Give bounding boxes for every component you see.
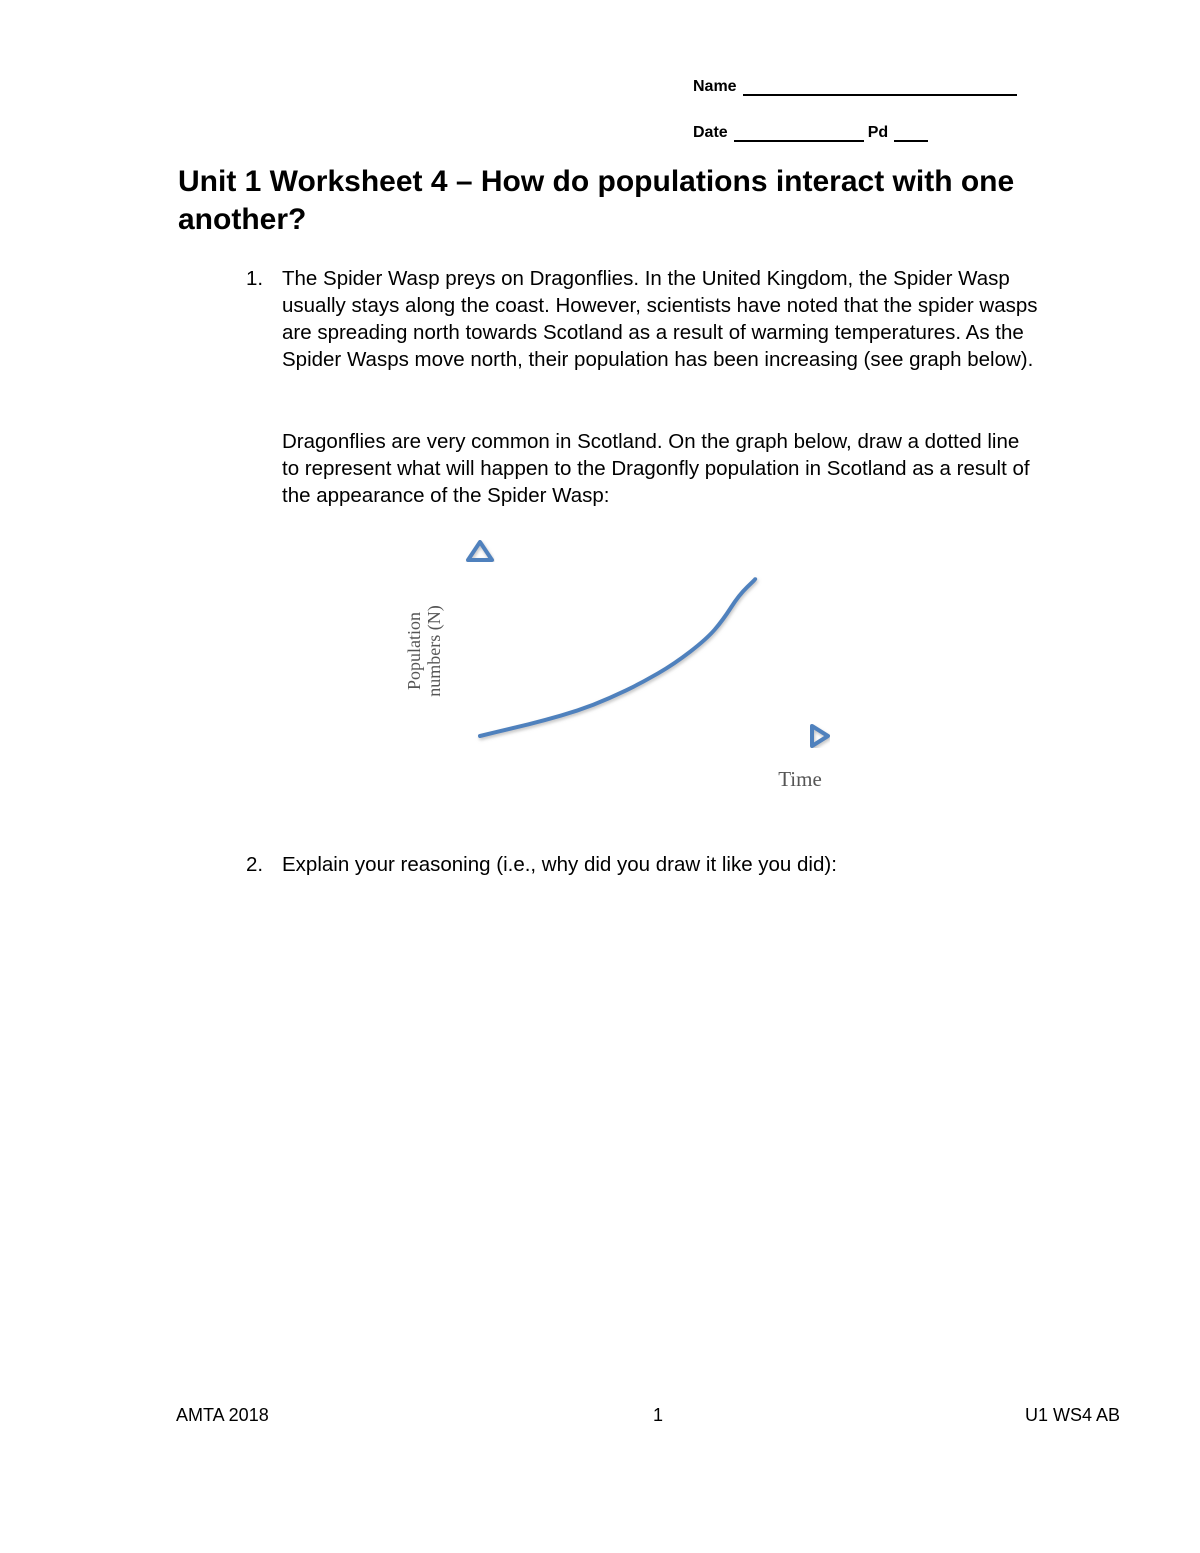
y-axis-label <box>404 605 445 696</box>
name-field-row <box>693 68 1017 96</box>
date-label: Date <box>693 124 728 141</box>
footer-left: AMTA 2018 <box>176 1405 269 1425</box>
name-blank[interactable] <box>743 76 1017 96</box>
worksheet-title: Unit 1 Worksheet 4 – How do populations interact with one another? <box>178 165 1015 236</box>
student-info-fields <box>693 68 1017 142</box>
date-field-row <box>693 114 1017 142</box>
question-2-prompt: Explain your reasoning (i.e., why did you draw it like you did): <box>282 853 837 876</box>
page-number: 1 <box>653 1405 664 1425</box>
date-blank[interactable] <box>734 122 864 142</box>
question-1-paragraph-2: Dragonflies are very common in Scotland. On the graph below, draw a dotted line to represent what will happen to the Dragonfly population in Scotland as a result of the appearance of the Spider Wasp: <box>282 430 1030 507</box>
x-axis-label: Time <box>778 767 822 791</box>
footer-right: U1 WS4 AB <box>1025 1405 1121 1425</box>
question-number: 1. <box>246 267 264 290</box>
question-1-paragraph-1: The Spider Wasp preys on Dragonflies. In the United Kingdom, the Spider Wasp usually stays along the coast. However, scientists have noted that the spider wasps are spreading north towards Scotland as a result of warming temperatures. As the Spider Wasps move north, their population has been increasing (see graph below). <box>282 267 1038 371</box>
name-label: Name <box>693 78 737 95</box>
spider-wasp-population-line <box>480 579 755 736</box>
period-blank[interactable] <box>894 122 928 142</box>
period-label: Pd <box>867 124 889 141</box>
y-axis-label-line-1: Population <box>404 611 424 691</box>
population-chart <box>380 528 850 808</box>
y-axis-label-line-2: numbers (N) <box>424 605 444 697</box>
question-number: 2. <box>246 853 264 876</box>
